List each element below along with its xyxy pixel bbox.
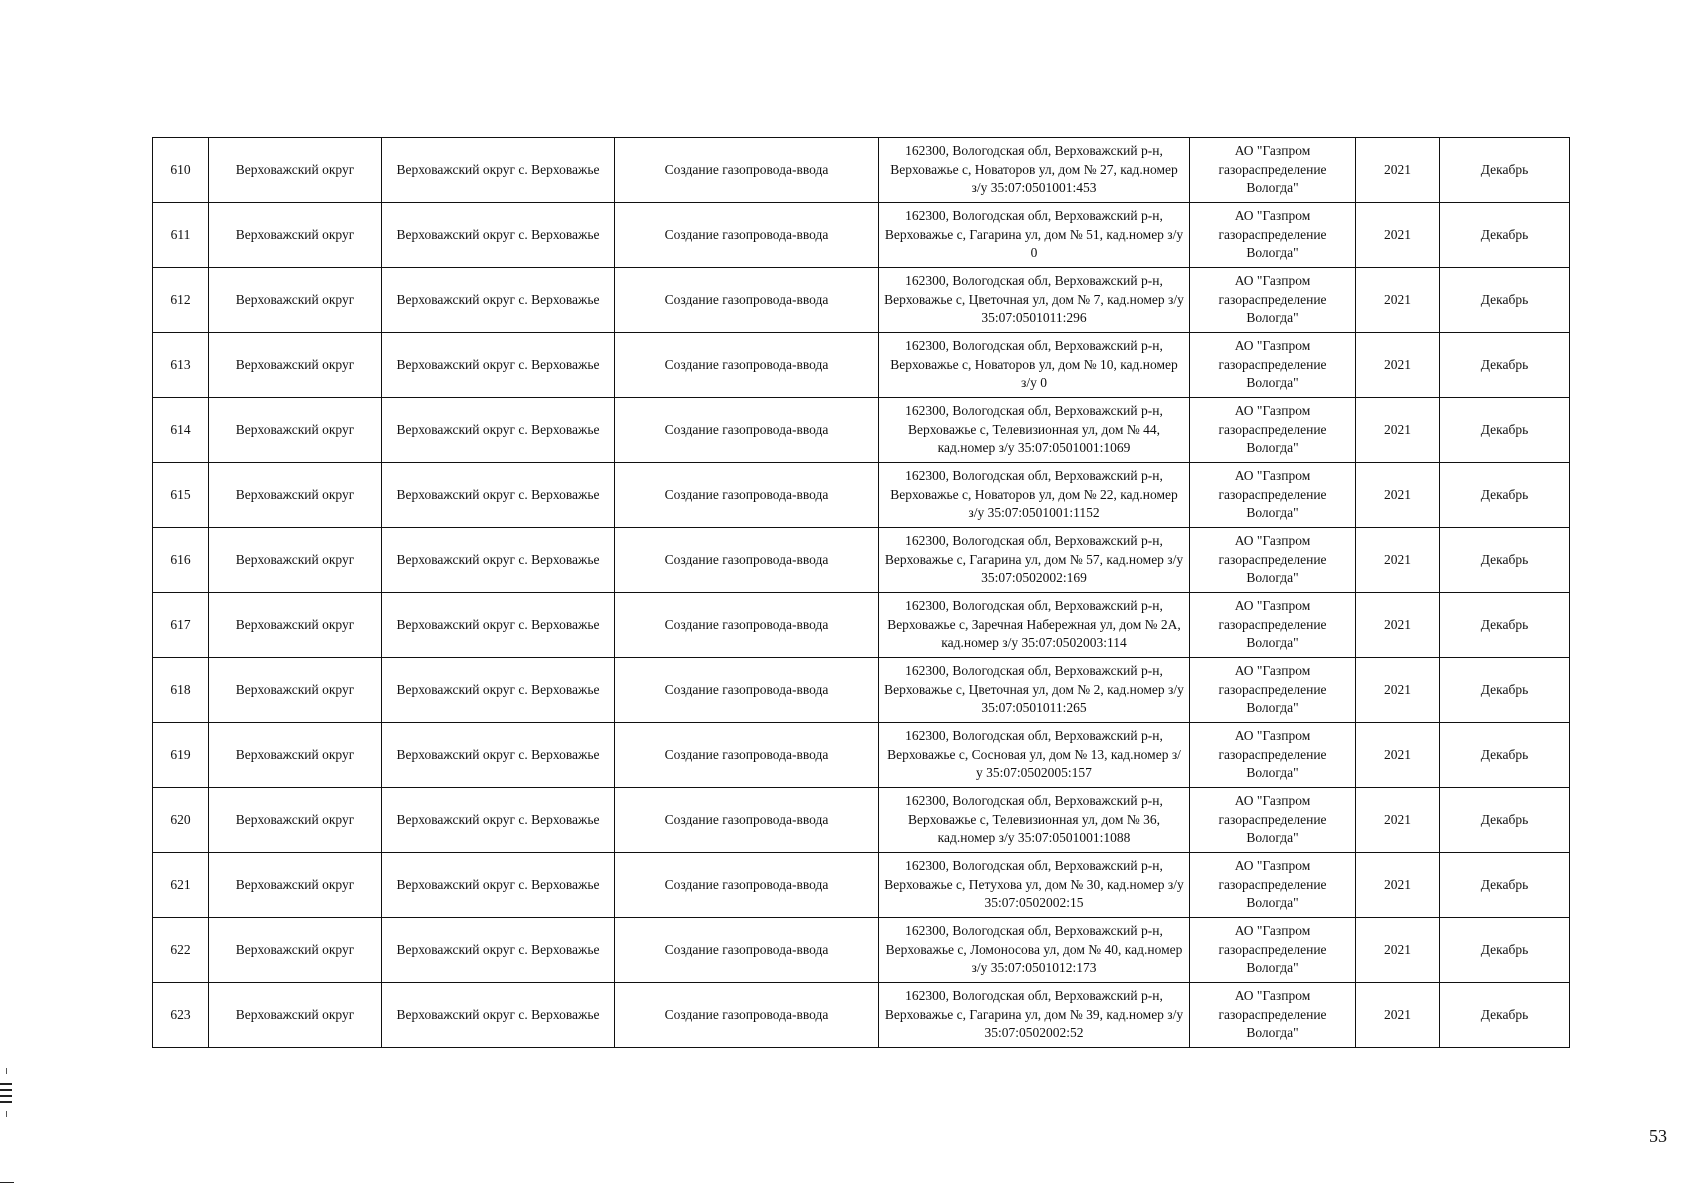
cell-address: 162300, Вологодская обл, Верховажский р-н, Верховажье с, Новаторов ул, дом № 22, кад.номер з/у 35:07:0501001:1152	[879, 463, 1190, 528]
cell-locality: Верховажский округ с. Верховажье	[382, 918, 615, 983]
cell-district: Верховажский округ	[209, 138, 382, 203]
cell-work: Создание газопровода-ввода	[615, 333, 879, 398]
cell-locality: Верховажский округ с. Верховажье	[382, 593, 615, 658]
cell-org: АО "Газпром газораспределение Вологда"	[1190, 853, 1356, 918]
margin-mark	[0, 1095, 12, 1097]
cell-year: 2021	[1356, 723, 1440, 788]
cell-year: 2021	[1356, 658, 1440, 723]
cell-work: Создание газопровода-ввода	[615, 398, 879, 463]
table-body	[153, 138, 1570, 1048]
cell-address: 162300, Вологодская обл, Верховажский р-н, Верховажье с, Телевизионная ул, дом № 44, кад.номер з/у 35:07:0501001:1069	[879, 398, 1190, 463]
cell-address: 162300, Вологодская обл, Верховажский р-н, Верховажье с, Новаторов ул, дом № 27, кад.номер з/у 35:07:0501001:453	[879, 138, 1190, 203]
cell-address: 162300, Вологодская обл, Верховажский р-н, Верховажье с, Гагарина ул, дом № 39, кад.номер з/у 35:07:0502002:52	[879, 983, 1190, 1048]
cell-num: 616	[153, 528, 209, 593]
table-row	[153, 398, 1570, 463]
cell-month: Декабрь	[1440, 333, 1570, 398]
cell-month: Декабрь	[1440, 983, 1570, 1048]
table-row	[153, 138, 1570, 203]
cell-address: 162300, Вологодская обл, Верховажский р-н, Верховажье с, Заречная Набережная ул, дом № 2А, кад.номер з/у 35:07:0502003:114	[879, 593, 1190, 658]
cell-year: 2021	[1356, 203, 1440, 268]
cell-locality: Верховажский округ с. Верховажье	[382, 268, 615, 333]
cell-district: Верховажский округ	[209, 918, 382, 983]
cell-year: 2021	[1356, 918, 1440, 983]
cell-org: АО "Газпром газораспределение Вологда"	[1190, 723, 1356, 788]
cell-work: Создание газопровода-ввода	[615, 723, 879, 788]
cell-month: Декабрь	[1440, 138, 1570, 203]
table-row	[153, 333, 1570, 398]
cell-district: Верховажский округ	[209, 268, 382, 333]
cell-month: Декабрь	[1440, 658, 1570, 723]
cell-locality: Верховажский округ с. Верховажье	[382, 983, 615, 1048]
cell-work: Создание газопровода-ввода	[615, 788, 879, 853]
cell-year: 2021	[1356, 788, 1440, 853]
cell-org: АО "Газпром газораспределение Вологда"	[1190, 203, 1356, 268]
cell-num: 619	[153, 723, 209, 788]
cell-district: Верховажский округ	[209, 983, 382, 1048]
works-table	[152, 137, 1570, 1048]
cell-district: Верховажский округ	[209, 593, 382, 658]
cell-address: 162300, Вологодская обл, Верховажский р-н, Верховажье с, Телевизионная ул, дом № 36, кад.номер з/у 35:07:0501001:1088	[879, 788, 1190, 853]
cell-work: Создание газопровода-ввода	[615, 983, 879, 1048]
cell-locality: Верховажский округ с. Верховажье	[382, 658, 615, 723]
cell-locality: Верховажский округ с. Верховажье	[382, 788, 615, 853]
cell-month: Декабрь	[1440, 398, 1570, 463]
cell-district: Верховажский округ	[209, 723, 382, 788]
margin-mark	[0, 1182, 14, 1183]
cell-district: Верховажский округ	[209, 528, 382, 593]
cell-locality: Верховажский округ с. Верховажье	[382, 723, 615, 788]
cell-num: 611	[153, 203, 209, 268]
cell-address: 162300, Вологодская обл, Верховажский р-н, Верховажье с, Гагарина ул, дом № 51, кад.номер з/у 0	[879, 203, 1190, 268]
cell-month: Декабрь	[1440, 528, 1570, 593]
cell-work: Создание газопровода-ввода	[615, 528, 879, 593]
cell-org: АО "Газпром газораспределение Вологда"	[1190, 788, 1356, 853]
cell-address: 162300, Вологодская обл, Верховажский р-н, Верховажье с, Сосновая ул, дом № 13, кад.номер з/у 35:07:0502005:157	[879, 723, 1190, 788]
table-row	[153, 268, 1570, 333]
cell-year: 2021	[1356, 593, 1440, 658]
cell-num: 620	[153, 788, 209, 853]
cell-num: 617	[153, 593, 209, 658]
cell-year: 2021	[1356, 853, 1440, 918]
cell-work: Создание газопровода-ввода	[615, 138, 879, 203]
cell-year: 2021	[1356, 528, 1440, 593]
cell-num: 618	[153, 658, 209, 723]
table-row	[153, 918, 1570, 983]
cell-year: 2021	[1356, 983, 1440, 1048]
margin-mark	[0, 1089, 12, 1091]
cell-month: Декабрь	[1440, 463, 1570, 528]
cell-num: 622	[153, 918, 209, 983]
table-row	[153, 203, 1570, 268]
cell-work: Создание газопровода-ввода	[615, 593, 879, 658]
cell-month: Декабрь	[1440, 593, 1570, 658]
cell-locality: Верховажский округ с. Верховажье	[382, 203, 615, 268]
cell-year: 2021	[1356, 463, 1440, 528]
cell-address: 162300, Вологодская обл, Верховажский р-н, Верховажье с, Цветочная ул, дом № 2, кад.номер з/у 35:07:0501011:265	[879, 658, 1190, 723]
margin-mark	[0, 1083, 12, 1085]
cell-org: АО "Газпром газораспределение Вологда"	[1190, 333, 1356, 398]
cell-num: 623	[153, 983, 209, 1048]
margin-mark	[0, 1101, 12, 1103]
cell-locality: Верховажский округ с. Верховажье	[382, 398, 615, 463]
table-row	[153, 658, 1570, 723]
cell-year: 2021	[1356, 268, 1440, 333]
cell-month: Декабрь	[1440, 723, 1570, 788]
cell-month: Декабрь	[1440, 788, 1570, 853]
cell-org: АО "Газпром газораспределение Вологда"	[1190, 658, 1356, 723]
cell-num: 610	[153, 138, 209, 203]
page-number: 53	[1649, 1126, 1667, 1146]
table-row	[153, 463, 1570, 528]
cell-district: Верховажский округ	[209, 398, 382, 463]
cell-org: АО "Газпром газораспределение Вологда"	[1190, 398, 1356, 463]
cell-month: Декабрь	[1440, 918, 1570, 983]
cell-year: 2021	[1356, 398, 1440, 463]
cell-work: Создание газопровода-ввода	[615, 203, 879, 268]
cell-district: Верховажский округ	[209, 853, 382, 918]
cell-year: 2021	[1356, 333, 1440, 398]
cell-district: Верховажский округ	[209, 658, 382, 723]
margin-tick	[6, 1111, 7, 1117]
cell-work: Создание газопровода-ввода	[615, 463, 879, 528]
cell-month: Декабрь	[1440, 203, 1570, 268]
table-row	[153, 593, 1570, 658]
cell-org: АО "Газпром газораспределение Вологда"	[1190, 528, 1356, 593]
cell-work: Создание газопровода-ввода	[615, 268, 879, 333]
cell-locality: Верховажский округ с. Верховажье	[382, 463, 615, 528]
cell-org: АО "Газпром газораспределение Вологда"	[1190, 593, 1356, 658]
cell-org: АО "Газпром газораспределение Вологда"	[1190, 983, 1356, 1048]
cell-num: 621	[153, 853, 209, 918]
cell-org: АО "Газпром газораспределение Вологда"	[1190, 138, 1356, 203]
cell-work: Создание газопровода-ввода	[615, 658, 879, 723]
table-row	[153, 788, 1570, 853]
cell-year: 2021	[1356, 138, 1440, 203]
table-row	[153, 983, 1570, 1048]
cell-month: Декабрь	[1440, 268, 1570, 333]
cell-num: 612	[153, 268, 209, 333]
table-row	[153, 723, 1570, 788]
cell-org: АО "Газпром газораспределение Вологда"	[1190, 463, 1356, 528]
cell-org: АО "Газпром газораспределение Вологда"	[1190, 268, 1356, 333]
cell-work: Создание газопровода-ввода	[615, 918, 879, 983]
cell-locality: Верховажский округ с. Верховажье	[382, 333, 615, 398]
cell-address: 162300, Вологодская обл, Верховажский р-н, Верховажье с, Гагарина ул, дом № 57, кад.номер з/у 35:07:0502002:169	[879, 528, 1190, 593]
cell-work: Создание газопровода-ввода	[615, 853, 879, 918]
cell-address: 162300, Вологодская обл, Верховажский р-н, Верховажье с, Цветочная ул, дом № 7, кад.номер з/у 35:07:0501011:296	[879, 268, 1190, 333]
cell-num: 615	[153, 463, 209, 528]
cell-district: Верховажский округ	[209, 333, 382, 398]
cell-num: 613	[153, 333, 209, 398]
table-row	[153, 853, 1570, 918]
cell-address: 162300, Вологодская обл, Верховажский р-н, Верховажье с, Новаторов ул, дом № 10, кад.номер з/у 0	[879, 333, 1190, 398]
cell-address: 162300, Вологодская обл, Верховажский р-н, Верховажье с, Ломоносова ул, дом № 40, кад.номер з/у 35:07:0501012:173	[879, 918, 1190, 983]
cell-locality: Верховажский округ с. Верховажье	[382, 853, 615, 918]
cell-address: 162300, Вологодская обл, Верховажский р-н, Верховажье с, Петухова ул, дом № 30, кад.номер з/у 35:07:0502002:15	[879, 853, 1190, 918]
cell-district: Верховажский округ	[209, 788, 382, 853]
cell-locality: Верховажский округ с. Верховажье	[382, 138, 615, 203]
margin-tick	[6, 1068, 7, 1074]
cell-district: Верховажский округ	[209, 203, 382, 268]
cell-district: Верховажский округ	[209, 463, 382, 528]
table-row	[153, 528, 1570, 593]
cell-locality: Верховажский округ с. Верховажье	[382, 528, 615, 593]
cell-org: АО "Газпром газораспределение Вологда"	[1190, 918, 1356, 983]
cell-month: Декабрь	[1440, 853, 1570, 918]
cell-num: 614	[153, 398, 209, 463]
